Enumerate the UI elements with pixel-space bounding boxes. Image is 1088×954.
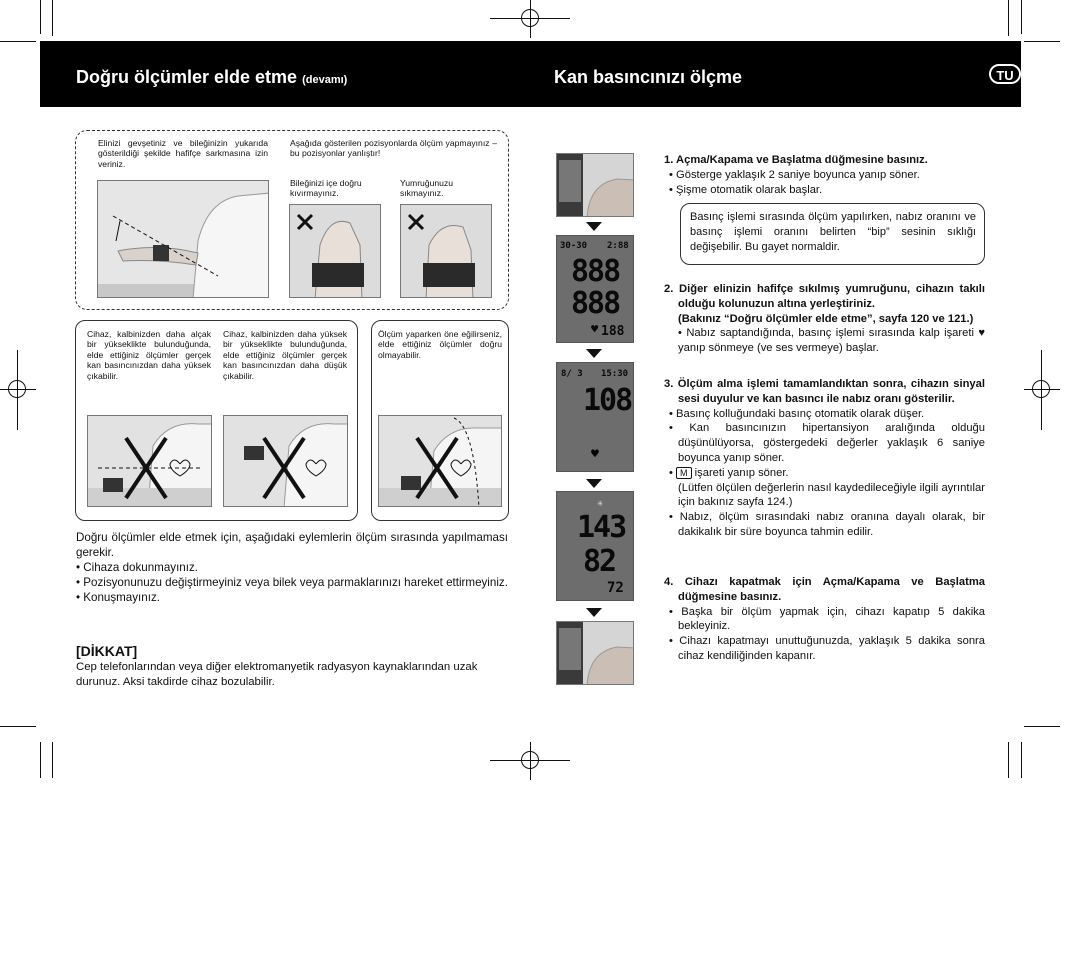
- relax-wrist-text: Elinizi gevşetiniz ve bileğinizin yukarıda gösterildiği şekilde hafifçe sarkmasına izin veriniz.: [98, 138, 268, 169]
- lcd1-time-left: 30-30: [560, 241, 588, 251]
- step-4: [664, 575, 985, 664]
- actions-list: [76, 561, 508, 605]
- step3-bullet: • Basınç kolluğundaki basınç otomatik olarak düşer.: [669, 407, 925, 420]
- arrow-down-icon: [586, 349, 602, 358]
- wrong1-label: Bileğinizi içe doğru kıvırmayınız.: [290, 178, 362, 199]
- step-2: [664, 282, 985, 356]
- registration-circle: [8, 380, 26, 398]
- step3-bullet: • Kan basıncınızın hipertansiyon aralığında olduğu düşünülüyorsa, göstergedeki değerler yaklaşık 6 saniye boyunca yanıp söner.: [669, 422, 985, 464]
- step2-title: 2. Diğer elinizin hafifçe sıkılmış yumruğunu, cihazın takılı olduğu kolunuzun altına yerleştiriniz.: [664, 283, 985, 310]
- step3-m-note: (Lütfen ölçülen değerlerin nasıl kaydedileceğiyle ilgili ayrıntılar için bakınız sayfa 124.): [678, 481, 985, 509]
- leaning-photo: [378, 415, 502, 507]
- high-heart-photo: [223, 415, 348, 507]
- arrow-down-icon: [586, 222, 602, 231]
- crop-mark: [0, 726, 36, 727]
- action-item: • Cihaza dokunmayınız.: [76, 561, 198, 574]
- header-bar: [40, 41, 1021, 107]
- low-heart-text: Cihaz, kalbinizden daha alçak bir yükseklikte bulunduğunda, elde ettiğiniz ölçümler gerçek kan basıncınızdan daha yüksek çıkabilir.: [87, 329, 211, 381]
- lcd-all-segments: [556, 235, 634, 343]
- step2-bullet: • Nabız saptandığında, basınç işlemi sırasında kalp işareti ♥ yanıp sönmeye (ve ses vermeye) başlar.: [678, 327, 985, 355]
- crop-mark: [0, 41, 36, 42]
- step2-bullet-text-b: yanıp sönmeye (ve ses vermeye) başlar.: [678, 342, 879, 355]
- lcd2-date: 8/ 3: [561, 369, 583, 379]
- crop-mark: [40, 0, 41, 34]
- step3-m-text: işareti yanıp söner.: [694, 466, 789, 479]
- device-press-photo-2: [556, 621, 634, 685]
- step4-title: 4. Cihazı kapatmak için Açma/Kapama ve Başlatma düğmesine basınız.: [664, 576, 985, 603]
- wrist-bent-photo: [289, 204, 381, 298]
- left-title-text: Doğru ölçümler elde etme: [76, 67, 298, 87]
- correct-posture-photo: [97, 180, 269, 298]
- step3-bullet-m: • M işareti yanıp söner.: [669, 466, 789, 479]
- actions-intro: Doğru ölçümler elde etmek için, aşağıdaki eylemlerin ölçüm sırasında yapılmaması gerekir.: [76, 531, 508, 559]
- crop-mark: [52, 742, 53, 778]
- crop-mark: [52, 0, 53, 36]
- step1-bullet-text: Şişme otomatik olarak başlar.: [676, 183, 823, 196]
- heart-icon: ♥: [978, 327, 985, 340]
- step3-bullet-text: Basınç kolluğundaki basınç otomatik olarak düşer.: [676, 407, 925, 420]
- heart-icon: ♥: [591, 447, 599, 462]
- arrow-down-icon: [586, 479, 602, 488]
- lean-text: Ölçüm yaparken öne eğilirseniz, elde ettiğiniz ölçümler doğru olmayabilir.: [378, 329, 502, 360]
- wrong-positions-text: Aşağıda gösterilen pozisyonlarda ölçüm yapmayınız – bu pozisyonlar yanlıştır!: [290, 138, 497, 159]
- action-item-text: Pozisyonunuzu değiştirmeyiniz veya bilek veya parmaklarınızı hareket ettirmeyiniz.: [83, 575, 508, 589]
- memory-m-icon: M: [676, 467, 692, 479]
- lcd3-pulse: 72: [607, 580, 624, 596]
- fist-clenched-photo: [400, 204, 492, 298]
- step3-title: 3. Ölçüm alma işlemi tamamlandıktan sonra, cihazın sinyal sesi duyulur ve kan basıncı ile nabız oranı gösterilir.: [664, 378, 985, 405]
- crop-mark: [1021, 0, 1022, 34]
- step4-bullet-text: Başka bir ölçüm yapmak için, cihazı kapatıp 5 dakika bekleyiniz.: [678, 605, 985, 633]
- lcd1-diastolic: 888: [571, 286, 620, 321]
- step3-bullet-text: Kan basıncınızın hipertansiyon aralığında olduğu düşünülüyorsa, göstergedeki değerler yaklaşık 6 saniye boyunca yanıp söner.: [678, 422, 985, 464]
- step4-bullet: • Başka bir ölçüm yapmak için, cihazı kapatıp 5 dakika bekleyiniz.: [669, 605, 985, 633]
- lcd3-diastolic: 82: [583, 544, 616, 579]
- crop-mark: [1021, 742, 1022, 778]
- left-page-title: [76, 67, 347, 88]
- registration-circle: [1032, 380, 1050, 398]
- step2-ref: (Bakınız “Doğru ölçümler elde etme”, sayfa 120 ve 121.): [678, 312, 974, 325]
- lcd2-pressure: 108: [583, 383, 632, 418]
- crop-mark: [1024, 41, 1060, 42]
- crop-mark: [1008, 0, 1009, 36]
- step4-bullet: • Cihazı kapatmayı unuttuğunuzda, yaklaşık 5 dakika sonra cihaz kendiliğinden kapanır.: [669, 635, 985, 662]
- crop-mark: [40, 742, 41, 778]
- right-page-title: Kan basıncınızı ölçme: [554, 67, 743, 87]
- action-item: • Pozisyonunuzu değiştirmeyiniz veya bilek veya parmaklarınızı hareket ettirmeyiniz.: [76, 575, 508, 589]
- step3-bullet: • Nabız, ölçüm sırasındaki nabız oranına dayalı olarak, bir dakikalık bir süre boyunca tahmin edilir.: [669, 511, 985, 538]
- lcd3-systolic: 143: [577, 510, 626, 545]
- lcd-inflating: [556, 362, 634, 472]
- step1-title: 1. Açma/Kapama ve Başlatma düğmesine basınız.: [664, 154, 928, 166]
- step2-bullet-text-a: Nabız saptandığında, basınç işlemi sırasında kalp işareti: [686, 327, 974, 340]
- registration-circle: [521, 9, 539, 27]
- step4-bullet-text: Cihazı kapatmayı unuttuğunuzda, yaklaşık 5 dakika sonra cihaz kendiliğinden kapanır.: [678, 635, 985, 662]
- lcd-result: [556, 491, 634, 601]
- step1-bullet: • Gösterge yaklaşık 2 saniye boyunca yanıp söner.: [669, 168, 920, 181]
- action-item-text: Cihaza dokunmayınız.: [83, 561, 198, 574]
- caution-text: Cep telefonlarından veya diğer elektromanyetik radyasyon kaynaklarından uzak durunuz. Aksi takdirde cihaz bozulabilir.: [76, 661, 478, 688]
- step1-bullet: • Şişme otomatik olarak başlar.: [669, 183, 823, 196]
- action-item: • Konuşmayınız.: [76, 590, 160, 604]
- wrong2-label: Yumruğunuzu sıkmayınız.: [400, 178, 454, 199]
- action-item-text: Konuşmayınız.: [83, 590, 160, 604]
- lcd1-pulse: 188: [601, 324, 625, 339]
- low-heart-photo: [87, 415, 212, 507]
- registration-circle: [521, 751, 539, 769]
- caution-title: [DİKKAT]: [76, 643, 138, 659]
- arrow-down-icon: [586, 608, 602, 617]
- note-text: Basınç işlemi sırasında ölçüm yapılırken, nabız oranını ve basınç işlemi oranını belirten “bip” sesinin sıklığı değişebilir. Bu gayet normaldir.: [690, 211, 976, 253]
- step3-last-text: Nabız, ölçüm sırasındaki nabız oranına dayalı olarak, bir dakikalık bir süre boyunca tahmin edilir.: [678, 511, 985, 538]
- step-1: [664, 153, 985, 197]
- lcd1-systolic: 888: [571, 254, 620, 289]
- crop-mark: [1024, 726, 1060, 727]
- step-3: [664, 377, 985, 540]
- high-heart-text: Cihaz, kalbinizden daha yüksek bir yükseklikte bulunduğunda, elde ettiğiniz ölçümler gerçek kan basıncınızdan daha düşük çıkabilir.: [223, 329, 347, 381]
- language-badge: TU: [989, 64, 1021, 84]
- memory-m-icon: ✳: [597, 498, 604, 509]
- lcd2-time: 15:30: [601, 369, 629, 379]
- heart-icon: ♥: [591, 322, 599, 336]
- crop-mark: [1008, 742, 1009, 778]
- step1-bullet-text: Gösterge yaklaşık 2 saniye boyunca yanıp söner.: [676, 168, 920, 181]
- lcd1-time-right: 2:88: [607, 241, 629, 251]
- left-title-subtitle: (devamı): [302, 74, 348, 86]
- device-press-photo-1: [556, 153, 634, 217]
